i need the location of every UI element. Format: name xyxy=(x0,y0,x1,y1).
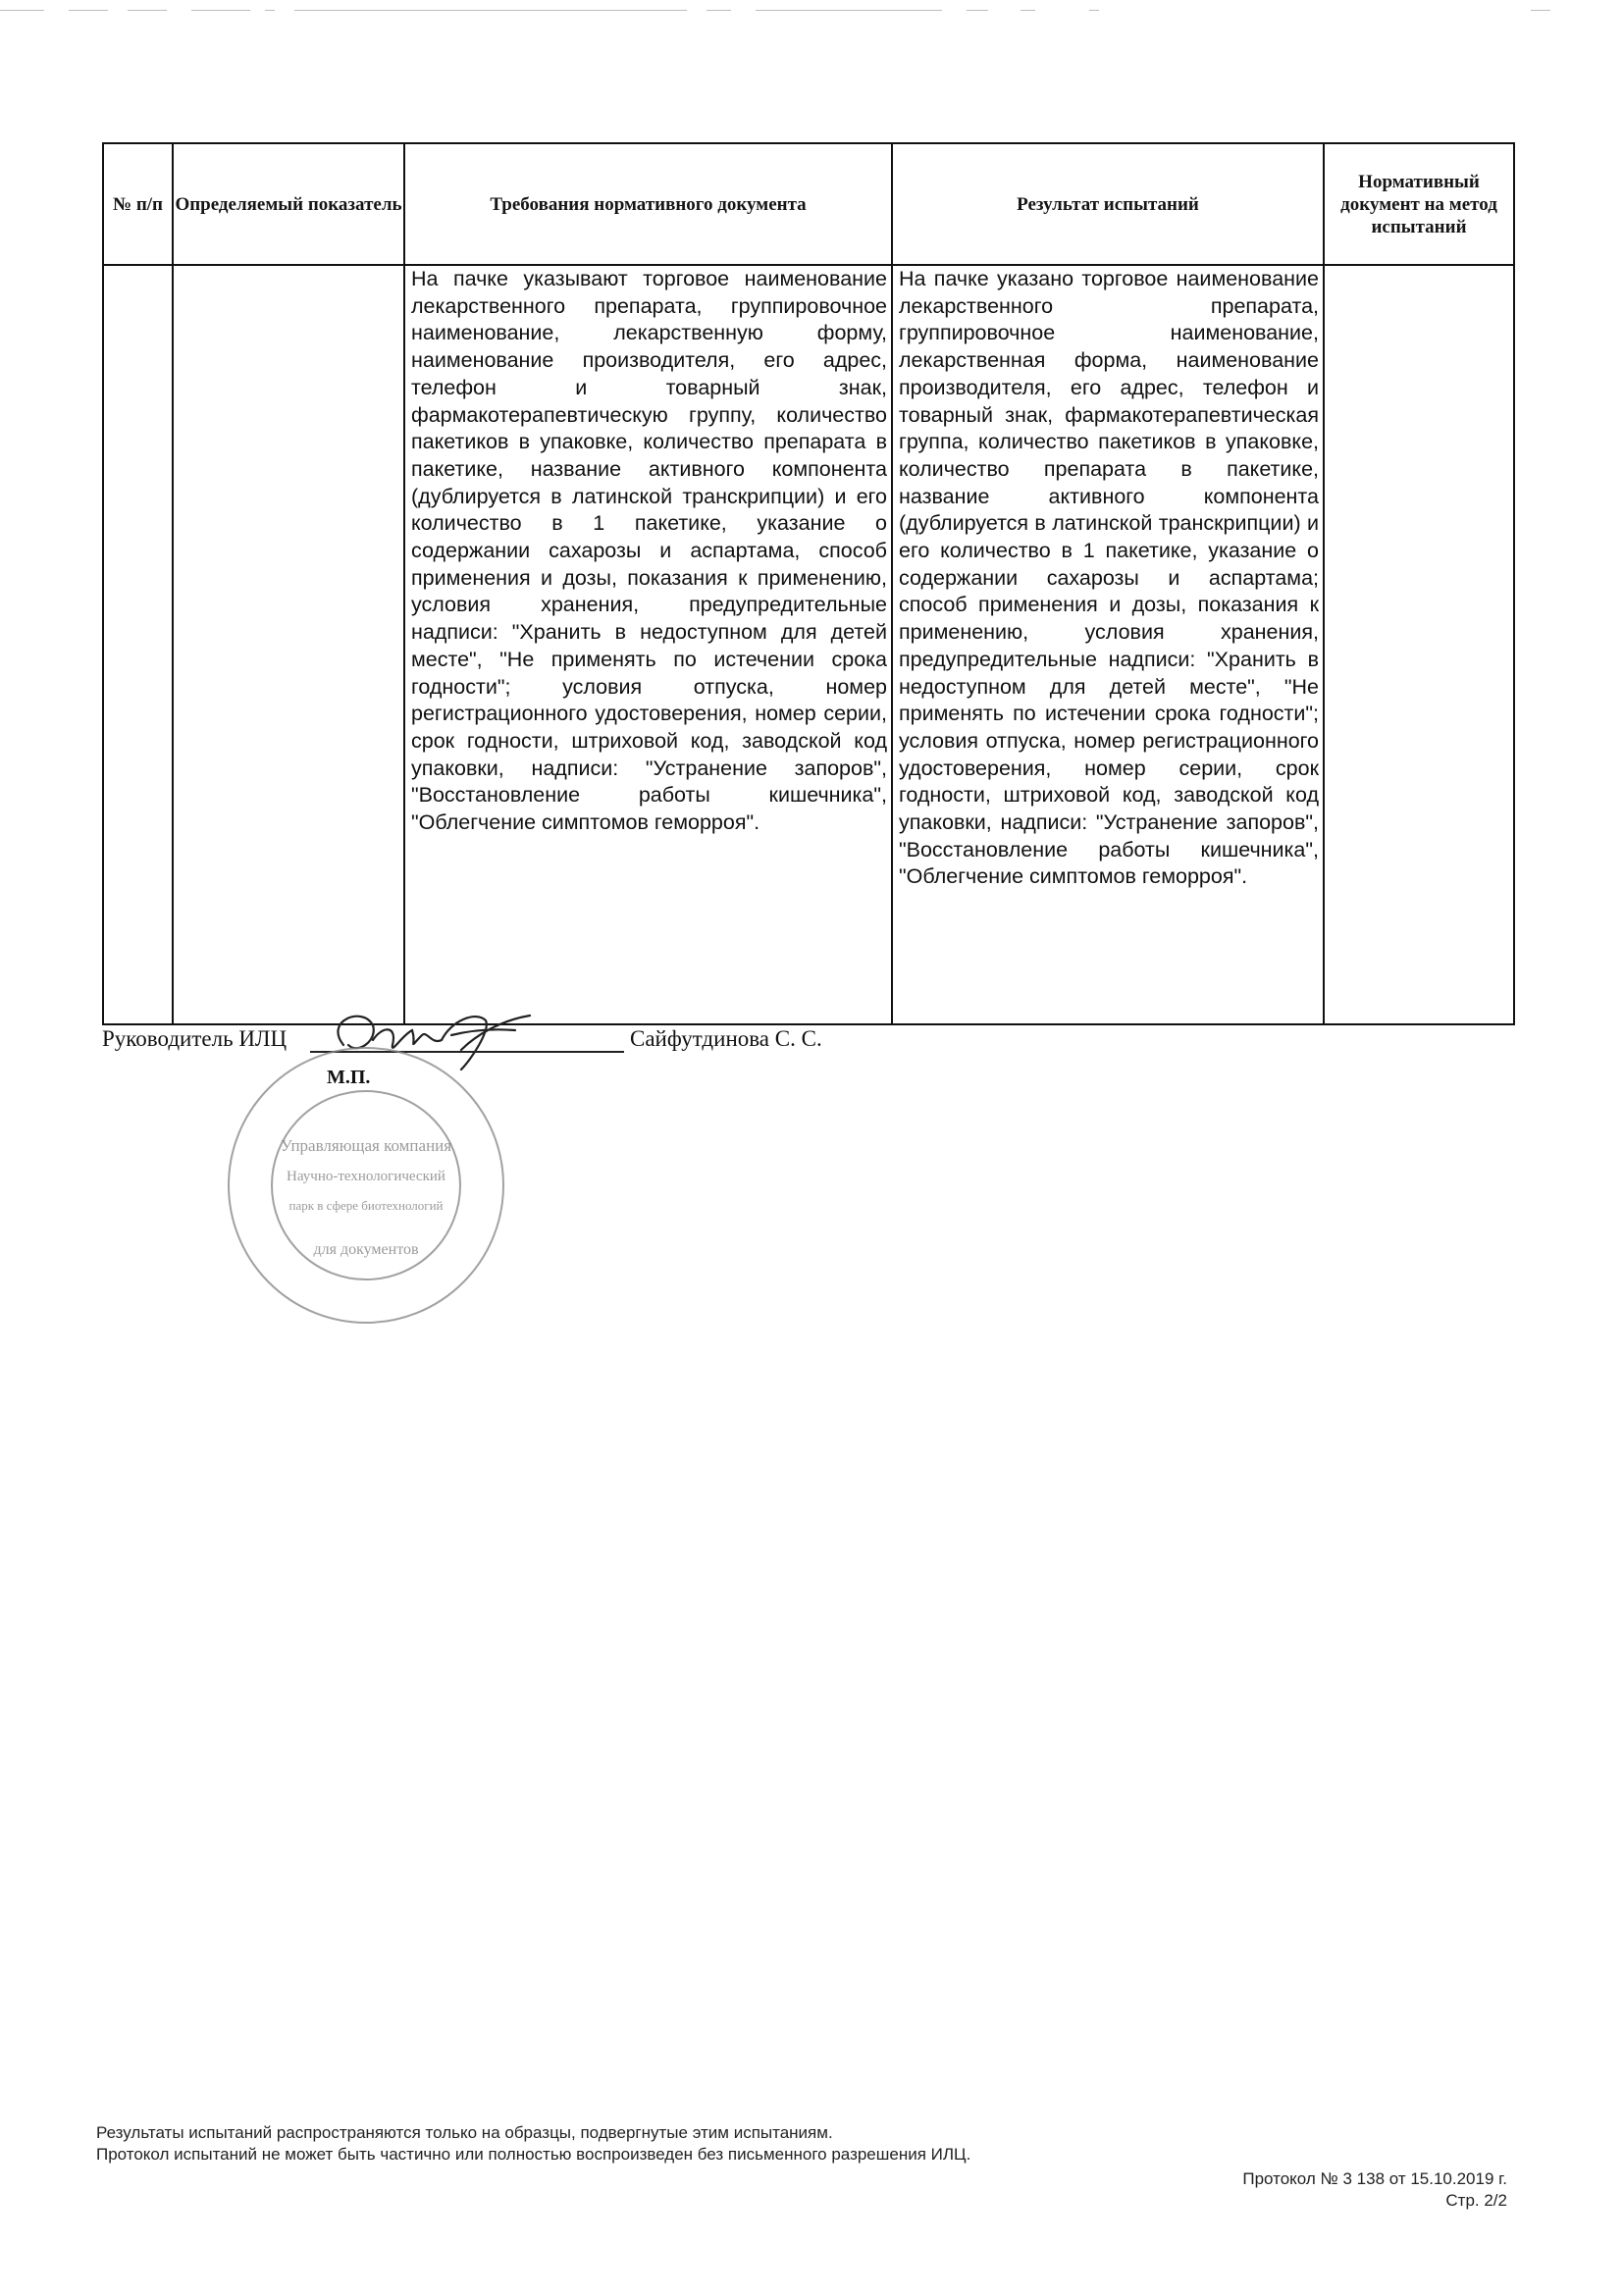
scan-artifact-marks xyxy=(0,10,1623,16)
header-indicator: Определяемый показатель xyxy=(173,143,404,265)
signatory-role: Руководитель ИЛЦ xyxy=(102,1026,288,1051)
header-result: Результат испытаний xyxy=(892,143,1324,265)
cell-number xyxy=(103,265,173,1024)
requirements-text: На пачке указывают торговое наименование лекарственного препарата, группировочное наименование, лекарственную форму, наименование производителя, его адрес, телефон и товарный знак, фармакотерапевтическую группу, количество пакетиков в упаковке, количество препарата в пакетике, название активного компонента (дублируется в латинской транскрипции) и его количество в 1 пакетике, указание о содержании сахарозы и аспартама, способ применения и дозы, показания к применению, условия хранения, предупредительные надписи: "Хранить в недоступном для детей месте", "Не применять по истечении срока годности"; условия отпуска, номер регистрационного удостоверения, номер серии, срок годности, штриховой код, заводской код упаковки, надписи: "Устранение запоров", "Восстановление работы кишечника", "Облегчение симптомов геморроя". xyxy=(411,267,887,835)
stamp-text-line-1: Управляющая компания xyxy=(280,1136,452,1155)
table-header-row xyxy=(103,143,1514,265)
cell-indicator xyxy=(173,265,404,1024)
result-text: На пачке указано торговое наименование лекарственного препарата, группировочное наименование, лекарственная форма, наименование производителя, его адрес, телефон и товарный знак, фармакотерапевтическая группа, количество пакетиков в упаковке, количество препарата в пакетике, название активного компонента (дублируется в латинской транскрипции) и его количество в 1 пакетике, указание о содержании сахарозы и аспартама; способ применения и дозы, показания к применению, условия хранения, предупредительные надписи: "Хранить в недоступном для детей месте", "Не применять по истечении срока годности"; условия отпуска, номер регистрационного удостоверения, номер серии, срок годности, штриховой код, заводской код упаковки, надписи: "Устранение запоров", "Восстановление работы кишечника", "Облегчение симптомов геморроя". xyxy=(899,267,1319,889)
footer-note-1: Результаты испытаний распространяются только на образцы, подвергнутые этим испытаниям. xyxy=(96,2123,833,2142)
signatory-name: Сайфутдинова С. С. xyxy=(630,1026,822,1051)
stamp-text-line-2: Научно-технологический xyxy=(287,1169,445,1184)
table-row xyxy=(103,265,1514,1024)
cell-method xyxy=(1324,265,1514,1024)
protocol-number: Протокол № 3 138 от 15.10.2019 г. xyxy=(1242,2169,1507,2188)
header-number: № п/п xyxy=(103,143,173,265)
page-number: Стр. 2/2 xyxy=(1445,2191,1507,2210)
stamp-text-line-4: для документов xyxy=(313,1241,419,1258)
cell-result xyxy=(892,265,1324,1024)
cell-requirements xyxy=(404,265,892,1024)
stamp-text-line-3: парк в сфере биотехнологий xyxy=(288,1198,444,1213)
footer-note-2: Протокол испытаний не может быть частично или полностью воспроизведен без письменного разрешения ИЛЦ. xyxy=(96,2145,971,2164)
header-requirements: Требования нормативного документа xyxy=(404,143,892,265)
results-table xyxy=(102,142,1515,1025)
mp-label: М.П. xyxy=(327,1067,371,1088)
header-method: Нормативный документ на метод испытаний xyxy=(1324,143,1514,265)
